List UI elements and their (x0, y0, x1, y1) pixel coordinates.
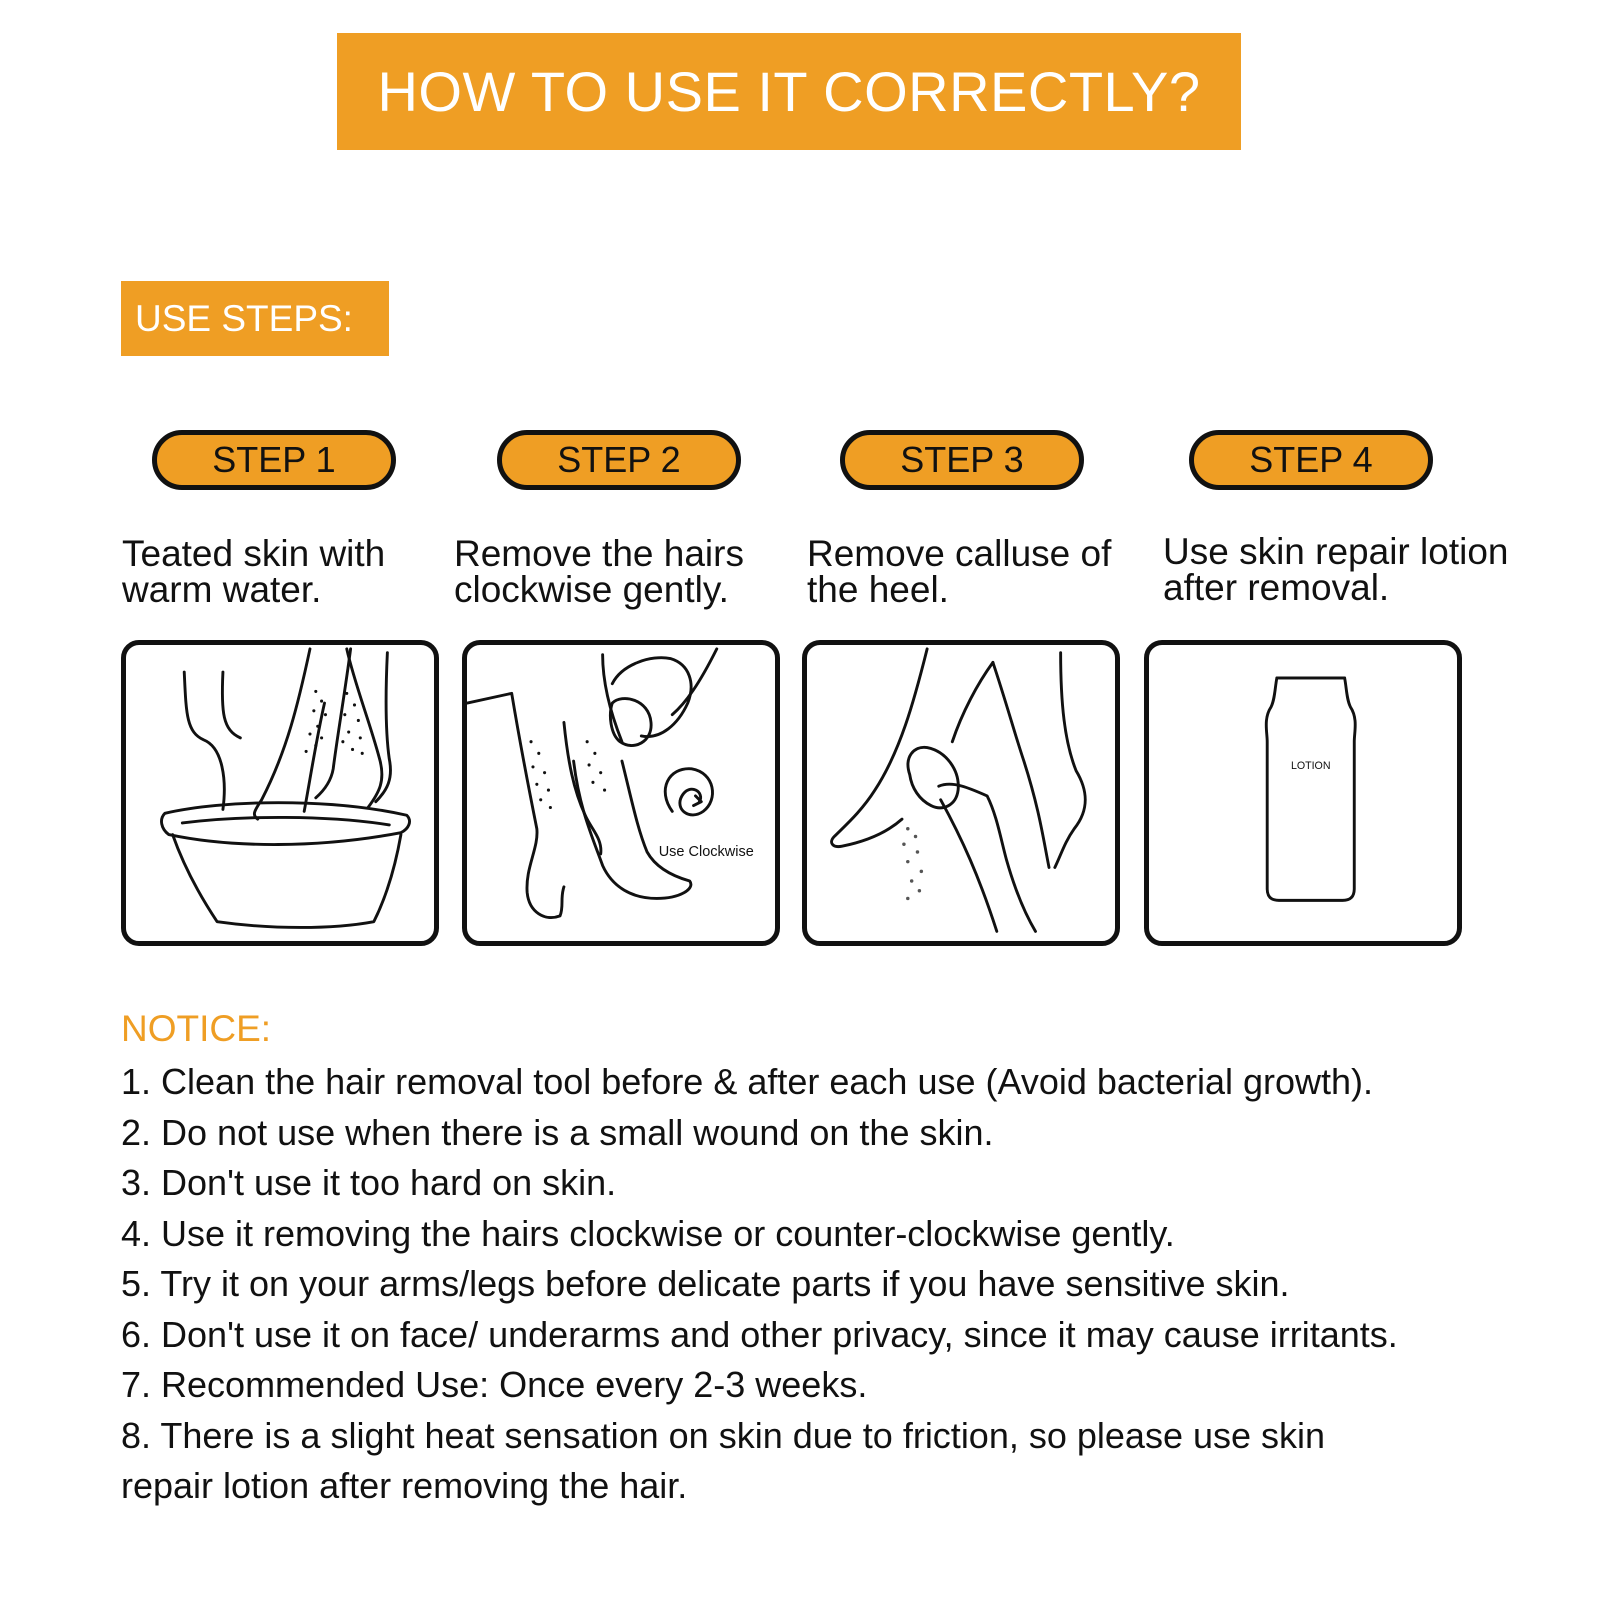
step-2-illustration (462, 640, 780, 946)
step-4-badge: STEP 4 (1189, 430, 1433, 490)
notice-item: repair lotion after removing the hair. (121, 1465, 688, 1506)
step-3-illustration (802, 640, 1120, 946)
notice-item: 6. Don't use it on face/ underarms and other privacy, since it may cause irritants. (121, 1313, 1398, 1355)
lotion-label: LOTION (1290, 759, 1331, 772)
page-title: HOW TO USE IT CORRECTLY? (377, 60, 1201, 123)
notice-item: 7. Recommended Use: Once every 2-3 weeks. (121, 1364, 868, 1405)
step-2-badge: STEP 2 (497, 430, 741, 490)
step-4-description (1163, 531, 1509, 608)
step-4-description-line-1: Use skin repair lotion (1163, 531, 1509, 572)
step-3-description-line-2: the heel. (807, 569, 949, 610)
step-3-description (807, 533, 1112, 610)
notice-item: 4. Use it removing the hairs clockwise or counter-clockwise gently. (121, 1212, 1175, 1254)
step-1-illustration (121, 640, 439, 946)
notice-item: 3. Don't use it too hard on skin. (121, 1162, 617, 1203)
notice-list (121, 1057, 1541, 1512)
use-steps-label (121, 281, 389, 356)
step-2-description-line-2: clockwise gently. (454, 569, 729, 610)
foot-basin-illustration (126, 645, 434, 941)
step-1-description (122, 533, 386, 610)
use-clockwise-caption: Use Clockwise (658, 843, 754, 860)
notice-item: 1. Clean the hair removal tool before & after each use (Avoid bacterial growth). (121, 1061, 1374, 1102)
step-1-description-line-1: Teated skin with (122, 533, 386, 574)
step-3-description-line-1: Remove calluse of (807, 533, 1112, 574)
page-title-banner (337, 33, 1241, 150)
leg-hair-removal-illustration (467, 645, 775, 941)
notice-item: 2. Do not use when there is a small wound on the skin. (121, 1111, 994, 1153)
notice-item: 8. There is a slight heat sensation on skin due to friction, so please use skin (121, 1414, 1326, 1456)
step-2-description-line-1: Remove the hairs (454, 533, 744, 574)
step-2-description (454, 533, 744, 610)
step-4-description-line-2: after removal. (1163, 567, 1390, 608)
notice-item: 5. Try it on your arms/legs before delicate parts if you have sensitive skin. (121, 1263, 1290, 1304)
step-1-description-line-2: warm water. (122, 569, 322, 610)
lotion-bottle-illustration (1149, 645, 1457, 941)
notice-title: NOTICE: (121, 1008, 272, 1049)
step-1-badge: STEP 1 (152, 430, 396, 490)
heel-callus-illustration (807, 645, 1115, 941)
step-4-illustration (1144, 640, 1462, 946)
use-steps-label-text: USE STEPS: (135, 297, 353, 339)
step-3-badge: STEP 3 (840, 430, 1084, 490)
